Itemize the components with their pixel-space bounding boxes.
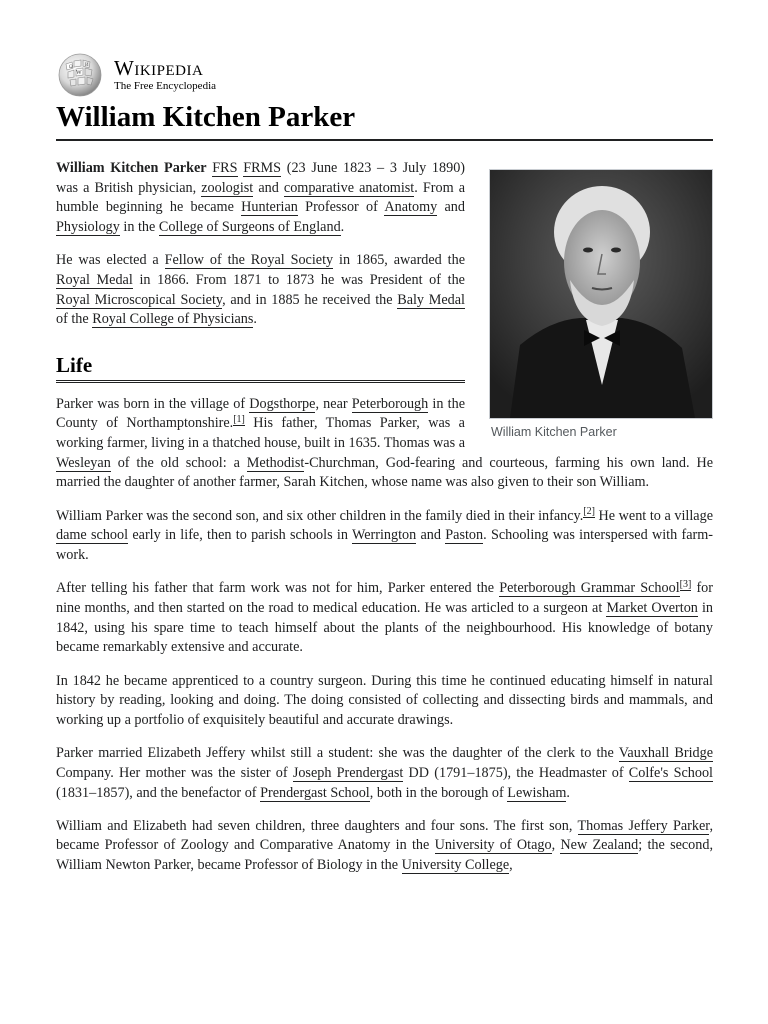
link-royal-microscopical-society[interactable]: Royal Microscopical Society [56, 291, 223, 308]
wikipedia-globe-icon [56, 52, 104, 98]
link-werrington[interactable]: Werrington [351, 527, 417, 544]
infobox [489, 169, 713, 443]
link-royal-college-physicians[interactable]: Royal College of Physicians [92, 311, 254, 328]
link-hunterian[interactable]: Hunterian [241, 199, 298, 216]
wikipedia-tagline: The Free Encyclopedia [114, 80, 217, 92]
link-fellow-royal-society[interactable]: Fellow of the Royal Society [164, 252, 334, 269]
link-market-overton[interactable]: Market Overton [606, 599, 698, 616]
link-new-zealand[interactable]: New Zealand [560, 837, 639, 854]
intro-paragraph-1: William Kitchen Parker FRS FRMS (23 June 1823 – 3 July 1890) was a British physician, zoologist and comparative anatomist. From a humble beginning he became Hunterian Professor of Anatomy and Physiology in the College of Surgeons of England. [56, 159, 466, 235]
wikipedia-brand[interactable] [56, 52, 713, 98]
wikipedia-wordmark: Wikipedia [114, 56, 204, 80]
link-joseph-prendergast[interactable]: Joseph Prendergast [292, 764, 404, 781]
reference-3[interactable]: [3] [679, 578, 692, 590]
life-paragraph-6: William and Elizabeth had seven children, three daughters and four sons. The first son, Thomas Jeffery Parker, became Professor of Zoology and Comparative Anatomy in the University of Otago, New Zealand; the second, William Newton Parker, became Professor of Biology in the University College, [56, 817, 714, 874]
link-frs[interactable]: FRS [212, 159, 238, 176]
life-paragraph-4: In 1842 he became apprenticed to a country surgeon. During this time he continued educating himself in natural history by reading, looking and doing. The doing consisted of collecting and dissecting birds and mammals, and working up a portfolio of exquisitely beautiful and accurate drawings. [56, 672, 713, 728]
section-heading-life: Life [56, 356, 465, 383]
link-wesleyan[interactable]: Wesleyan [56, 454, 111, 471]
page-title: William Kitchen Parker [56, 100, 713, 141]
link-paston[interactable]: Paston [445, 527, 484, 544]
article-page [56, 52, 713, 889]
link-lewisham[interactable]: Lewisham [507, 784, 567, 801]
link-colfes-school[interactable]: Colfe's School [628, 764, 714, 781]
life-paragraph-2: William Parker was the second son, and six other children in the family died in their infancy.[2] He went to a village dame school early in life, then to parish schools in Werrington and Paston. Schooling was interspersed with farm-work. [56, 505, 713, 564]
link-baly-medal[interactable]: Baly Medal [397, 291, 465, 308]
link-university-of-otago[interactable]: University of Otago [434, 837, 552, 854]
link-vauxhall-bridge[interactable]: Vauxhall Bridge [618, 745, 713, 762]
link-anatomy[interactable]: Anatomy [384, 199, 438, 216]
link-peterborough[interactable]: Peterborough [351, 395, 429, 412]
subject-name: William Kitchen Parker [56, 159, 207, 176]
life-paragraph-5: Parker married Elizabeth Jeffery whilst still a student: she was the daughter of the clerk to the Vauxhall Bridge Company. Her mother was the sister of Joseph Prendergast DD (1791–1875), the Headmaster of Colfe's School (1831–1857), and the benefactor of Prendergast School, both in the borough of Lewisham. [56, 745, 714, 801]
link-thomas-jeffery-parker[interactable]: Thomas Jeffery Parker [577, 817, 710, 834]
intro-paragraph-2: He was elected a Fellow of the Royal Society in 1865, awarded the Royal Medal in 1866. From 1871 to 1873 he was President of the Royal Microscopical Society, and in 1885 he received the Baly Medal of the Royal College of Physicians. [56, 252, 465, 328]
link-university-college[interactable]: University College [401, 857, 510, 874]
link-peterborough-grammar-school[interactable]: Peterborough Grammar School [499, 580, 680, 597]
link-physiology[interactable]: Physiology [56, 218, 120, 235]
article-content [56, 159, 713, 876]
svg-text:Ω: Ω [69, 65, 73, 70]
svg-text:W: W [76, 70, 82, 76]
portrait-image[interactable] [489, 169, 713, 419]
link-college-of-surgeons[interactable]: College of Surgeons of England [158, 218, 341, 235]
life-paragraph-3: After telling his father that farm work was not for him, Parker entered the Peterborough Grammar School[3] for nine months, and then started on the road to medical education. He was articled to a surgeon at Market Overton in 1842, using his spare time to teach himself about the plants of the neighbourhood. His knowledge of botany became remarkably extensive and accurate. [56, 578, 713, 656]
life-paragraph-1: Parker was born in the village of Dogsthorpe, near Peterborough in the County of Northamptonshire.[1] His father, Thomas Parker, was a working farmer, living in a thatched house, built in 1635. Thomas was a Wesleyan of the old school: a Methodist-Churchman, God-fearing and courteous, farming his own land. He married the daughter of another farmer, Sarah Kitchen, whose name was also given to their son William. [56, 395, 713, 491]
link-zoologist[interactable]: zoologist [201, 179, 254, 196]
link-comparative-anatomist[interactable]: comparative anatomist [283, 179, 415, 196]
link-frms[interactable]: FRMS [243, 159, 282, 176]
link-prendergast-school[interactable]: Prendergast School [260, 784, 370, 801]
link-royal-medal[interactable]: Royal Medal [56, 271, 133, 288]
link-methodist[interactable]: Methodist [246, 454, 305, 471]
link-dame-school[interactable]: dame school [56, 527, 129, 544]
reference-2[interactable]: [2] [583, 505, 595, 517]
reference-1[interactable]: [1] [233, 413, 245, 425]
link-dogsthorpe[interactable]: Dogsthorpe [249, 395, 316, 412]
portrait-caption: William Kitchen Parker [491, 424, 617, 439]
svg-text:И: И [85, 63, 89, 68]
